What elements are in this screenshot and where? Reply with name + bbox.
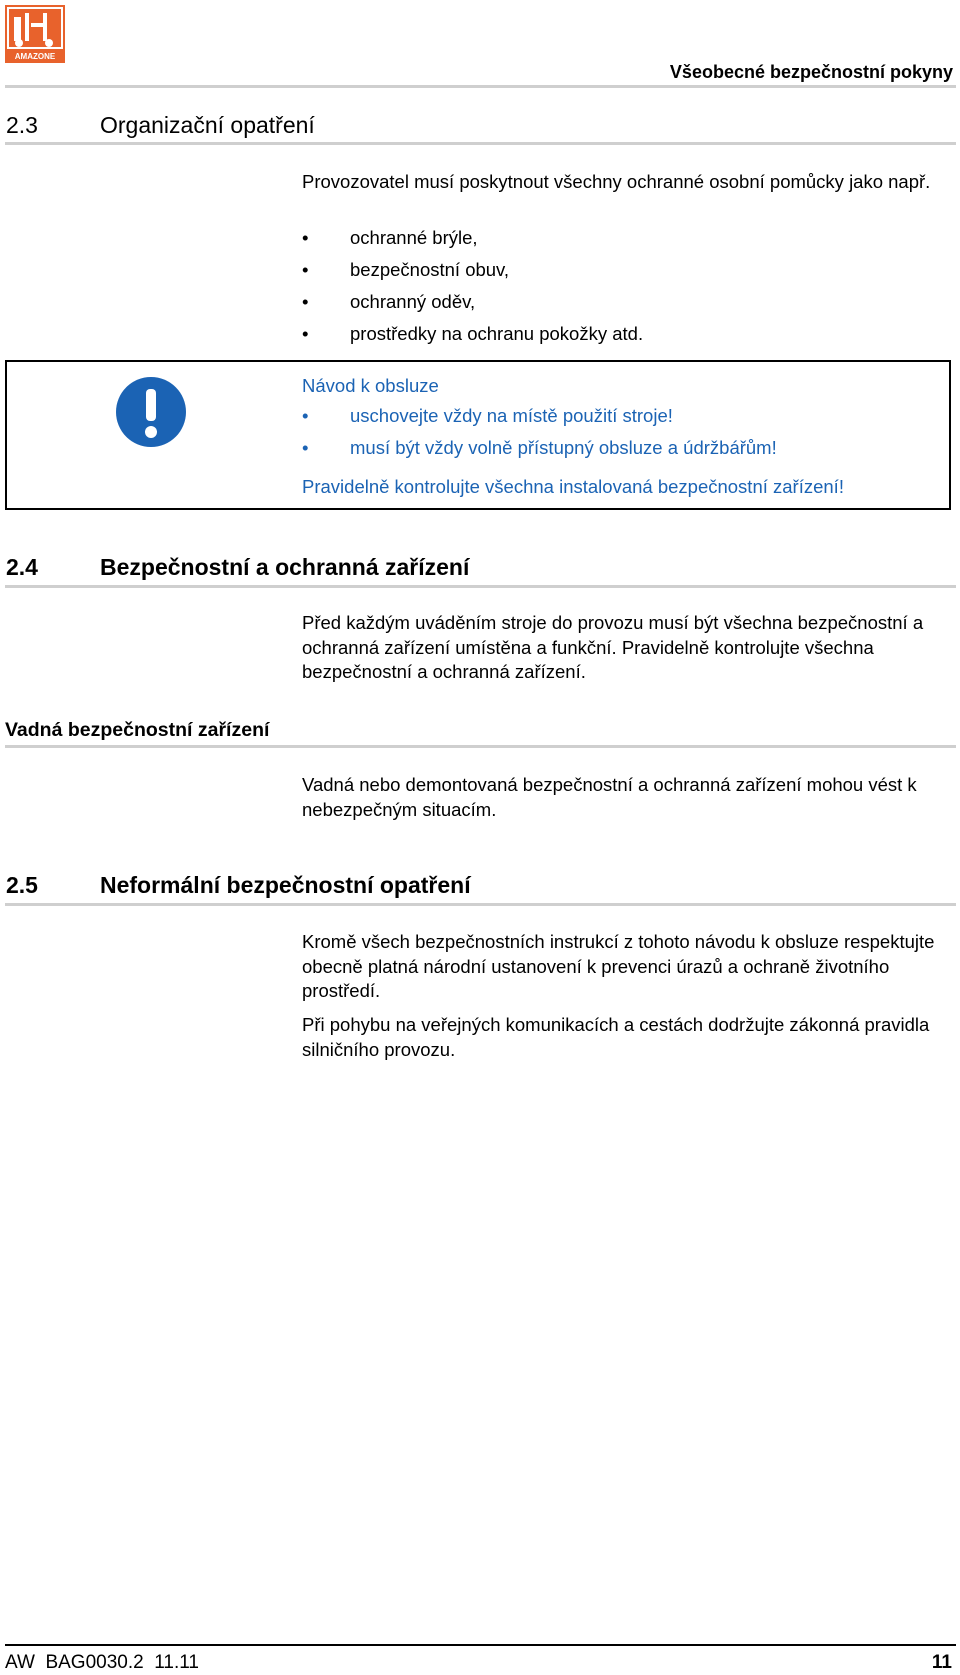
logo-text: AMAZONE <box>14 52 56 61</box>
logo-graphic <box>5 5 65 63</box>
bullet-icon: • <box>302 291 309 312</box>
page-number: 11 <box>931 1652 952 1673</box>
notice-heading: Návod k obsluze <box>302 375 439 396</box>
bullet-icon: • <box>302 227 309 248</box>
section-title: Bezpečnostní a ochranná zařízení <box>100 554 470 580</box>
page-header-title: Všeobecné bezpečnostní pokyny <box>669 62 953 82</box>
side-label: Vadná bezpečnostní zařízení <box>5 719 270 741</box>
section-title: Neformální bezpečnostní opatření <box>100 872 471 898</box>
section-rule <box>5 585 956 588</box>
amazone-logo <box>5 5 65 63</box>
section-number: 2.4 <box>6 554 38 580</box>
footer-rule <box>5 1644 956 1646</box>
section-paragraph: Kromě všech bezpečnostních instrukcí z tohoto návodu k obsluze respektujte obecně platná národní ustanovení k prevenci úrazů a ochraně životního prostředí. <box>302 931 935 1001</box>
side-label-rule <box>5 745 956 748</box>
list-item-text: uschovejte vždy na místě použití stroje! <box>350 405 673 426</box>
list-item-text: prostředky na ochranu pokožky atd. <box>350 323 644 344</box>
section-paragraph: Před každým uváděním stroje do provozu musí být všechna bezpečnostní a ochranná zařízení umístěna a funkční. Pravidelně kontrolujte všechna bezpečnostní a ochranná zařízení. <box>302 612 924 682</box>
list-item-text: bezpečnostní obuv, <box>350 259 510 280</box>
section-number: 2.5 <box>6 872 38 898</box>
exclamation-icon <box>115 376 187 448</box>
list-item-text: ochranný oděv, <box>350 291 476 312</box>
section-paragraph: Při pohybu na veřejných komunikacích a cestách dodržujte zákonná pravidla silničního provozu. <box>302 1014 930 1060</box>
bullet-icon: • <box>302 259 309 280</box>
list-item-text: musí být vždy volně přístupný obsluze a údržbářům! <box>350 437 777 458</box>
notice-footer: Pravidelně kontrolujte všechna instalovaná bezpečnostní zařízení! <box>302 476 844 497</box>
list-item-text: ochranné brýle, <box>350 227 478 248</box>
bullet-icon: • <box>302 323 309 344</box>
footer-doc-id: AW BAG0030.2 11.11 <box>5 1652 199 1673</box>
section-rule <box>5 142 956 145</box>
section-title: Organizační opatření <box>100 112 315 138</box>
bullet-icon: • <box>302 405 309 426</box>
side-paragraph: Vadná nebo demontovaná bezpečnostní a ochranná zařízení mohou vést k nebezpečným situacím. <box>302 774 917 820</box>
section-number: 2.3 <box>6 112 38 138</box>
section-intro: Provozovatel musí poskytnout všechny ochranné osobní pomůcky jako např. <box>302 171 931 192</box>
section-rule <box>5 903 956 906</box>
header-rule <box>5 85 956 88</box>
bullet-icon: • <box>302 437 309 458</box>
